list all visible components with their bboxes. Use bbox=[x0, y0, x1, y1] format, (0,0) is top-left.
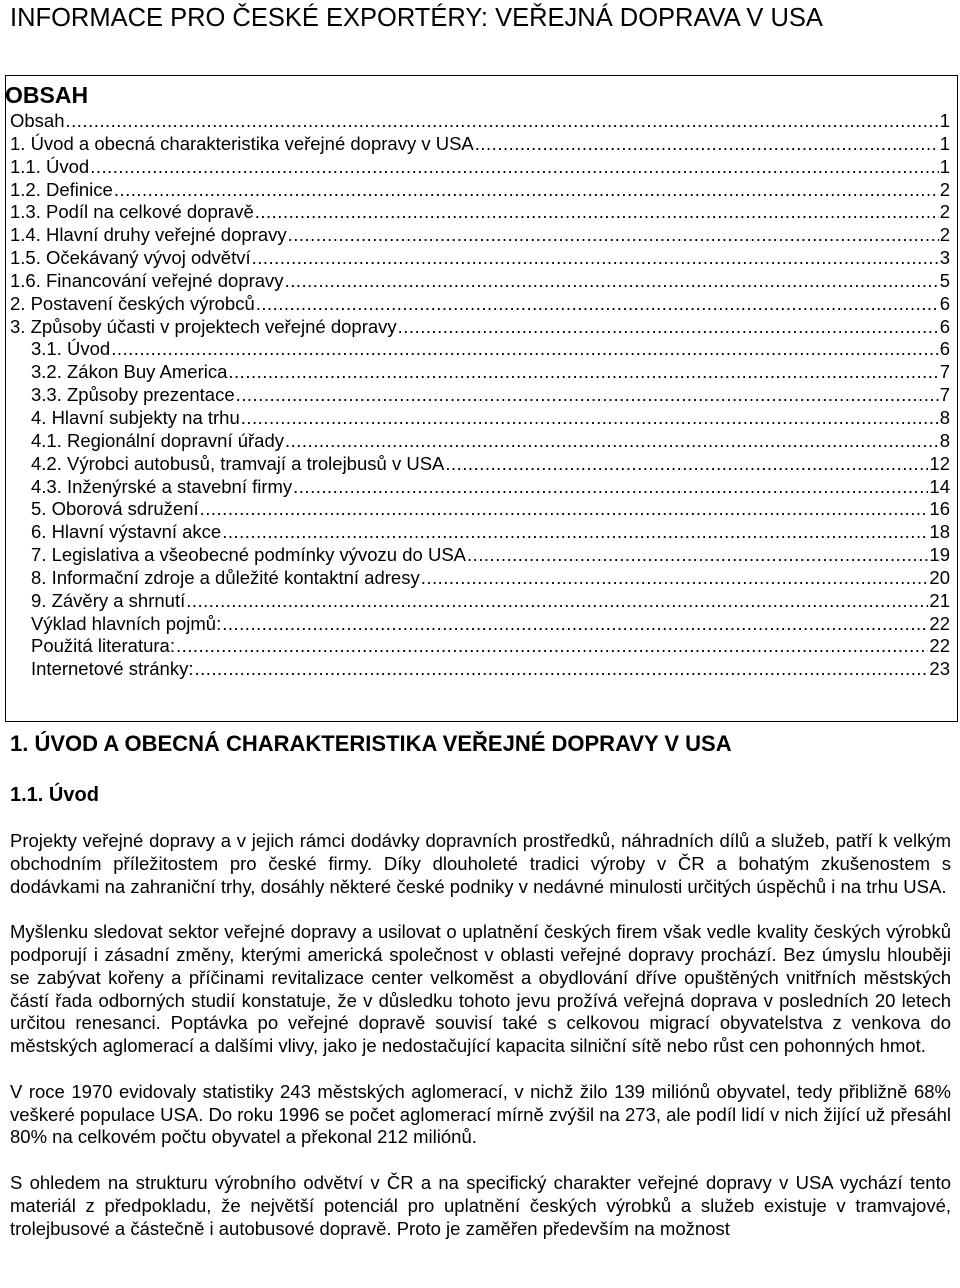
toc-entry-page: 12 bbox=[929, 452, 950, 474]
toc-leader-dots bbox=[241, 407, 939, 430]
toc-entry-label: 1.5. Očekávaný vývoj odvětví bbox=[10, 247, 251, 269]
toc-entry[interactable] bbox=[10, 521, 950, 544]
toc-entry-label: Výklad hlavních pojmů: bbox=[31, 612, 222, 634]
toc-leader-dots bbox=[467, 544, 928, 567]
toc-entry-page: 8 bbox=[939, 429, 950, 451]
toc-entry[interactable] bbox=[10, 247, 950, 270]
toc-entry[interactable] bbox=[10, 179, 950, 202]
toc-leader-dots bbox=[293, 476, 928, 499]
toc-entry-page: 3 bbox=[939, 247, 950, 269]
toc-entry-page: 22 bbox=[929, 612, 950, 634]
toc-entry-label: 3.1. Úvod bbox=[31, 338, 111, 360]
toc-entry-page: 21 bbox=[929, 589, 950, 611]
toc-entry-page: 16 bbox=[929, 498, 950, 520]
toc-leader-dots bbox=[475, 133, 939, 156]
toc-entry-label: 1.6. Financování veřejné dopravy bbox=[10, 269, 284, 291]
toc-entry-page: 1 bbox=[939, 110, 950, 131]
toc-entry-label: Obsah bbox=[10, 110, 65, 131]
toc-entry-page: 23 bbox=[929, 658, 950, 680]
toc-leader-dots bbox=[90, 156, 939, 179]
toc-leader-dots bbox=[186, 590, 928, 613]
toc-entry-label: Internetové stránky: bbox=[31, 658, 194, 680]
toc-entry[interactable] bbox=[10, 361, 950, 384]
toc-entry[interactable] bbox=[10, 613, 950, 636]
toc-entry-label: 4.2. Výrobci autobusů, tramvají a trolejbusů v USA bbox=[31, 452, 445, 474]
toc-entry[interactable] bbox=[10, 407, 950, 430]
toc-leader-dots bbox=[228, 361, 938, 384]
toc-leader-dots bbox=[194, 658, 928, 681]
document-title: INFORMACE PRO ČESKÉ EXPORTÉRY: VEŘEJNÁ DOPRAVA V USA bbox=[10, 4, 823, 32]
toc-entry-label: 3.3. Způsoby prezentace bbox=[31, 384, 235, 406]
toc-leader-dots bbox=[252, 247, 939, 270]
toc-leader-dots bbox=[445, 453, 928, 476]
toc-entry-page: 6 bbox=[939, 292, 950, 314]
toc-entry-page: 18 bbox=[929, 521, 950, 543]
toc-entry[interactable] bbox=[10, 224, 950, 247]
toc-entry[interactable] bbox=[10, 635, 950, 658]
toc-entry-page: 7 bbox=[939, 384, 950, 406]
toc-leader-dots bbox=[236, 384, 939, 407]
toc-entry-label: 1. Úvod a obecná charakteristika veřejné dopravy v USA bbox=[10, 132, 474, 154]
toc-entry[interactable] bbox=[10, 338, 950, 361]
toc-entry-page: 2 bbox=[939, 224, 950, 246]
toc-entry-label: 1.2. Definice bbox=[10, 178, 113, 200]
toc-entry-label: 9. Závěry a shrnutí bbox=[31, 589, 186, 611]
toc-entry-page: 6 bbox=[939, 315, 950, 337]
paragraph: S ohledem na strukturu výrobního odvětví v ČR a na specifický charakter veřejné dopravy v USA vychází tento materiál z předpokladu, že největší potenciál pro uplatnění českých výrobků a služeb existuje v tramvajové, trolejbusové a částečně i autobusové dopravě. Proto je zaměřen především na možnost bbox=[10, 1171, 951, 1239]
toc-leader-dots bbox=[288, 224, 939, 247]
body-text bbox=[10, 830, 951, 1240]
toc-leader-dots bbox=[222, 521, 928, 544]
toc-entry[interactable] bbox=[10, 133, 950, 156]
toc-entry-page: 22 bbox=[929, 635, 950, 657]
toc-entry-page: 20 bbox=[929, 566, 950, 588]
toc-entry-label: 6. Hlavní výstavní akce bbox=[31, 521, 222, 543]
toc-entry-page: 14 bbox=[929, 475, 950, 497]
toc-leader-dots bbox=[111, 338, 939, 361]
toc-entry-page: 6 bbox=[939, 338, 950, 360]
toc-entry-label: 8. Informační zdroje a důležité kontaktní adresy bbox=[31, 566, 420, 588]
toc-entry-label: Použitá literatura: bbox=[31, 635, 175, 657]
toc-entry-page: 19 bbox=[929, 544, 950, 566]
toc-entry-label: 5. Oborová sdružení bbox=[31, 498, 199, 520]
toc-list bbox=[10, 110, 950, 681]
toc-leader-dots bbox=[398, 316, 939, 339]
subsection-heading: 1.1. Úvod bbox=[10, 784, 99, 806]
paragraph: V roce 1970 evidovaly statistiky 243 městských aglomerací, v nichž žilo 139 miliónů obyvatel, tedy přibližně 68% veškeré populace USA. Do roku 1996 se počet aglomerací mírně zvýšil na 273, ale podíl lidí v nich žijící už přesáhl 80% na celkovém počtu obyvatel a překonal 212 miliónů. bbox=[10, 1080, 951, 1148]
toc-entry-label: 3.2. Zákon Buy America bbox=[31, 361, 228, 383]
toc-entry-page: 2 bbox=[939, 178, 950, 200]
toc-entry[interactable] bbox=[10, 430, 950, 453]
toc-leader-dots bbox=[285, 430, 939, 453]
toc-entry-page: 5 bbox=[939, 269, 950, 291]
toc-leader-dots bbox=[421, 567, 929, 590]
toc-entry[interactable] bbox=[10, 201, 950, 224]
toc-entry[interactable] bbox=[10, 476, 950, 499]
toc-entry[interactable] bbox=[10, 590, 950, 613]
toc-entry-label: 4. Hlavní subjekty na trhu bbox=[31, 406, 240, 428]
toc-entry-label: 4.3. Inženýrské a stavební firmy bbox=[31, 475, 293, 497]
toc-entry[interactable] bbox=[10, 544, 950, 567]
toc-entry-page: 8 bbox=[939, 406, 950, 428]
toc-heading: OBSAH bbox=[5, 82, 89, 108]
toc-entry-page: 1 bbox=[939, 132, 950, 154]
toc-entry-page: 7 bbox=[939, 361, 950, 383]
toc-entry[interactable] bbox=[10, 156, 950, 179]
toc-entry[interactable] bbox=[10, 110, 950, 133]
toc-leader-dots bbox=[66, 110, 939, 133]
toc-entry-label: 2. Postavení českých výrobců bbox=[10, 292, 255, 314]
toc-entry-label: 1.1. Úvod bbox=[10, 155, 90, 177]
toc-entry-label: 1.3. Podíl na celkové dopravě bbox=[10, 201, 254, 223]
section-heading: 1. ÚVOD A OBECNÁ CHARAKTERISTIKA VEŘEJNÉ DOPRAVY V USA bbox=[10, 731, 732, 756]
toc-entry[interactable] bbox=[10, 270, 950, 293]
toc-entry-label: 4.1. Regionální dopravní úřady bbox=[31, 429, 285, 451]
paragraph: Myšlenku sledovat sektor veřejné dopravy a usilovat o uplatnění českých firem však vedle kvality českých výrobků podporují i zásadní změny, kterými americká společnost v oblasti veřejné dopravy prochází. Bez úmyslu hlouběji se zabývat kořeny a příčinami revitalizace center velkoměst a obydlování dříve opuštěných vnitřních městských částí řada odborných studií konstatuje, že v důsledku tohoto jevu prožívá veřejná doprava v posledních 20 letech určitou renesanci. Poptávka po veřejné dopravě souvisí také s celkovou migrací obyvatelstva z venkova do městských aglomerací a dalšími vlivy, jako je nedostačující kapacita silniční sítě nebo růst cen pohonných hmot. bbox=[10, 921, 951, 1057]
toc-entry[interactable] bbox=[10, 316, 950, 339]
toc-entry[interactable] bbox=[10, 498, 950, 521]
toc-entry-page: 2 bbox=[939, 201, 950, 223]
toc-entry[interactable] bbox=[10, 658, 950, 681]
toc-leader-dots bbox=[285, 270, 939, 293]
toc-leader-dots bbox=[176, 635, 928, 658]
toc-leader-dots bbox=[255, 201, 939, 224]
toc-entry-label: 1.4. Hlavní druhy veřejné dopravy bbox=[10, 224, 287, 246]
toc-entry[interactable] bbox=[10, 567, 950, 590]
toc-entry[interactable] bbox=[10, 453, 950, 476]
toc-leader-dots bbox=[200, 498, 929, 521]
toc-entry-label: 7. Legislativa a všeobecné podmínky vývozu do USA bbox=[31, 544, 466, 566]
paragraph: Projekty veřejné dopravy a v jejich rámci dodávky dopravních prostředků, náhradních dílů a služeb, patří k velkým obchodním příležitostem pro české firmy. Díky dlouholeté tradici výroby v ČR a bohatým zkušenostem s dodávkami na zahraniční trhy, dosáhly některé české podniky v nedávné minulosti určitých úspěchů i na trhu USA. bbox=[10, 830, 951, 897]
toc-entry-label: 3. Způsoby účasti v projektech veřejné dopravy bbox=[10, 315, 397, 337]
toc-entry[interactable] bbox=[10, 384, 950, 407]
toc-entry[interactable] bbox=[10, 293, 950, 316]
toc-leader-dots bbox=[222, 613, 928, 636]
toc-leader-dots bbox=[114, 179, 939, 202]
toc-entry-page: 1 bbox=[939, 155, 950, 177]
toc-leader-dots bbox=[256, 293, 939, 316]
